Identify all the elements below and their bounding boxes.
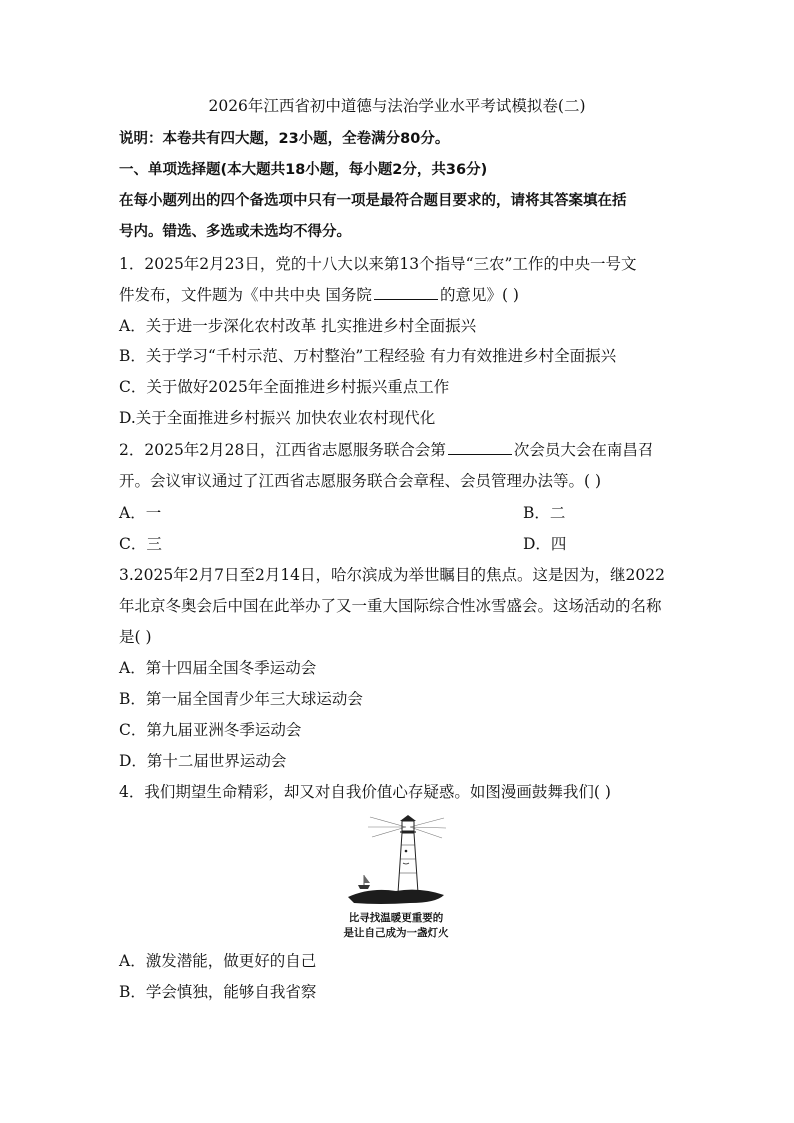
- section1-instruction-1: 在每小题列出的四个备选项中只有一项是最符合题目要求的，请将其答案填在括: [119, 193, 627, 209]
- q2-options-row2: [119, 534, 679, 554]
- q1-option-b: B．关于学习“千村示范、万村整治”工程经验 有力有效推进乡村全面振兴: [119, 347, 617, 365]
- q1-stem-text-post: 的意见》( ): [439, 286, 519, 304]
- q1-stem-text-pre: 件发布，文件题为《中共中央 国务院: [119, 286, 372, 304]
- q2-options-row1: [119, 503, 679, 523]
- exam-note: 说明：本卷共有四大题，23小题，全卷满分80分。: [119, 131, 450, 147]
- lighthouse-comic: [340, 815, 452, 943]
- q2-option-a: A．一: [119, 504, 162, 522]
- q2-option-b: B．二: [523, 504, 566, 522]
- q1-option-a: A．关于进一步深化农村改革 扎实推进乡村全面振兴: [119, 317, 477, 335]
- section1-heading: 一、单项选择题(本大题共18小题，每小题2分，共36分): [119, 162, 488, 178]
- q3-stem-line3: 是( ): [119, 628, 152, 646]
- q1-stem-line2: [119, 285, 679, 305]
- q2-stem-line1: [119, 440, 679, 460]
- q1-option-d: D.关于全面推进乡村振兴 加快农业农村现代化: [119, 409, 436, 427]
- q1-answer-blank: [374, 285, 438, 300]
- q3-option-a: A．第十四届全国冬季运动会: [119, 659, 317, 677]
- q1-option-c: C．关于做好2025年全面推进乡村振兴重点工作: [119, 378, 450, 396]
- q2-option-c: C．三: [119, 535, 162, 553]
- q3-option-b: B．第一届全国青少年三大球运动会: [119, 690, 363, 708]
- comic-caption-line1: 比寻找温暖更重要的: [348, 912, 444, 924]
- q4-stem-line1: 4．我们期望生命精彩，却又对自我价值心存疑惑。如图漫画鼓舞我们( ): [119, 783, 611, 801]
- q2-answer-blank: [448, 440, 512, 455]
- lighthouse-illustration: [340, 815, 452, 943]
- q4-option-b: B．学会慎独，能够自我省察: [119, 983, 317, 1001]
- section1-instruction-2: 号内。错选、多选或未选均不得分。: [119, 224, 351, 240]
- q1-stem-line1: 1．2025年2月23日，党的十八大以来第13个指导“三农”工作的中央一号文: [119, 255, 637, 273]
- comic-caption-line2: 是让自己成为一盏灯火: [343, 927, 449, 939]
- q3-stem-line2: 年北京冬奥会后中国在此举办了又一重大国际综合性冰雪盛会。这场活动的名称: [119, 597, 662, 615]
- q3-option-c: C．第九届亚洲冬季运动会: [119, 721, 302, 739]
- q2-option-d: D．四: [523, 535, 567, 553]
- q2-stem-text-post: 次会员大会在南昌召: [513, 441, 654, 459]
- q2-stem-line2: 开。会议审议通过了江西省志愿服务联合会章程、会员管理办法等。( ): [119, 472, 602, 490]
- q3-option-d: D．第十二届世界运动会: [119, 752, 287, 770]
- q4-option-a: A．激发潜能，做更好的自己: [119, 952, 317, 970]
- q2-stem-text-pre: 2．2025年2月28日，江西省志愿服务联合会第: [119, 441, 446, 459]
- q3-stem-line1: 3.2025年2月7日至2月14日，哈尔滨成为举世瞩目的焦点。这是因为，继2022: [119, 566, 665, 584]
- exam-title: 2026年江西省初中道德与法治学业水平考试模拟卷(二): [208, 97, 586, 115]
